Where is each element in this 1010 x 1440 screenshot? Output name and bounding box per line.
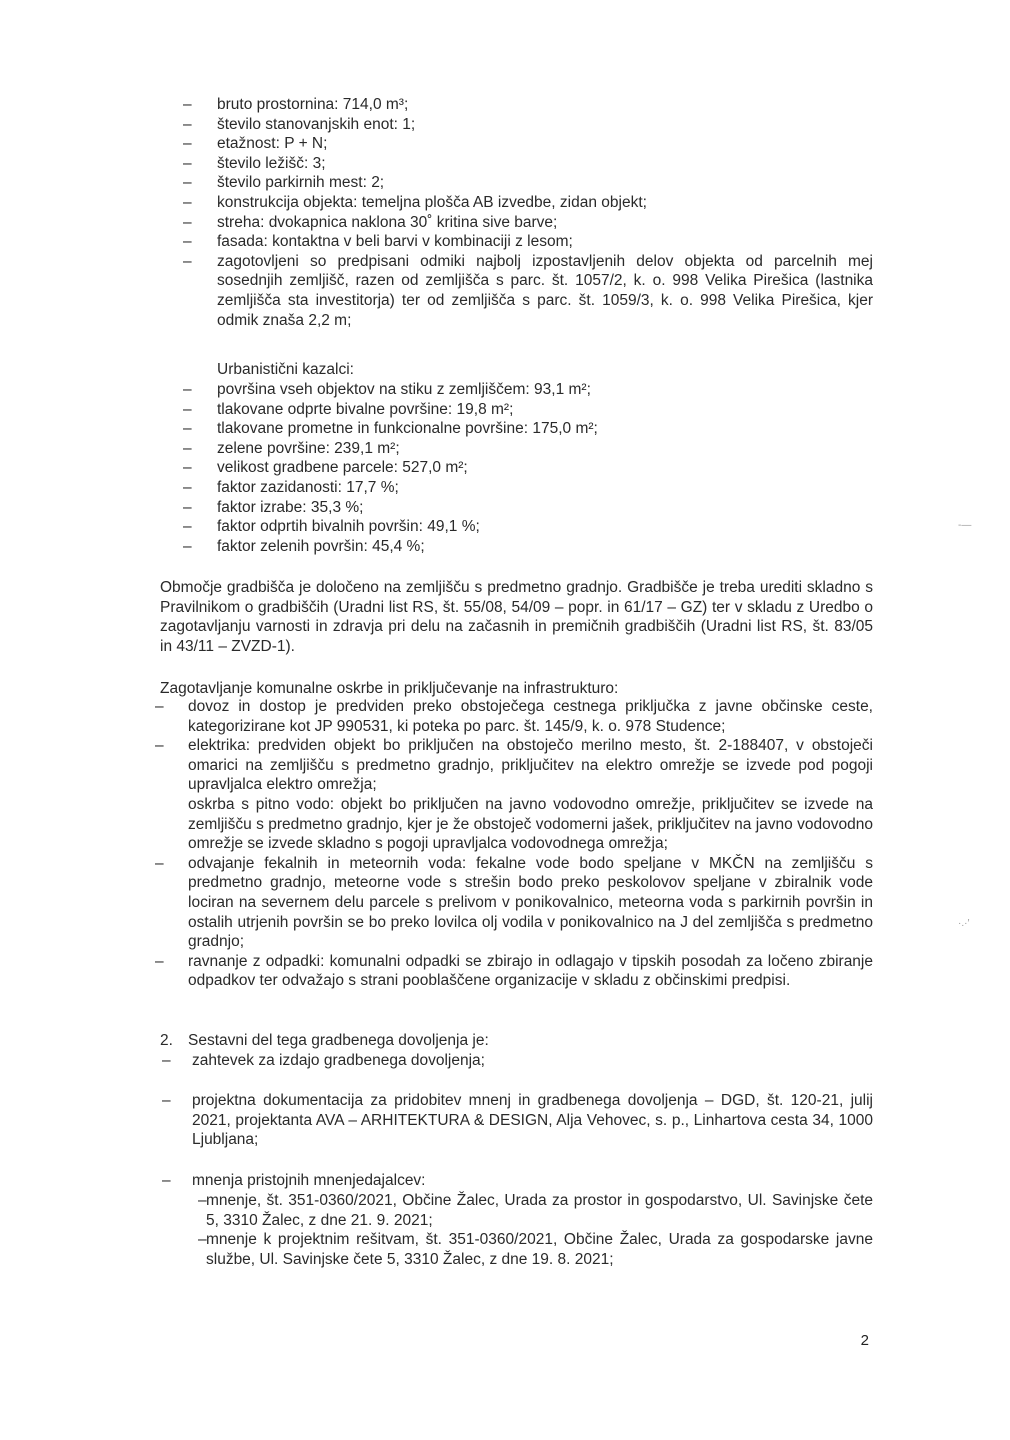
list-item-text: tlakovane odprte bivalne površine: 19,8 m²; — [217, 400, 514, 418]
section-2-item-2 — [162, 1091, 873, 1150]
list-item — [155, 952, 873, 991]
list-dash: – — [162, 1172, 171, 1189]
list-dash: – — [183, 154, 192, 172]
list-dash: – — [183, 459, 192, 477]
section-2-heading: Sestavni del tega gradbenega dovoljenja je: — [188, 1032, 489, 1049]
list-dash: – — [155, 952, 164, 970]
list-dash: – — [183, 135, 192, 153]
list-item-text: faktor izrabe: 35,3 %; — [217, 498, 364, 516]
list-item-text: število parkirnih mest: 2; — [217, 174, 385, 192]
list-item-text: streha: dvokapnica naklona 30˚ kritina sive barve; — [217, 213, 558, 231]
scan-artifact: ·.·′ — [958, 918, 970, 929]
section-2-number: 2. — [160, 1032, 173, 1049]
list-item — [183, 95, 873, 115]
list-dash: – — [183, 115, 192, 133]
list-item — [155, 854, 873, 952]
list-item — [155, 697, 873, 736]
list-item — [183, 115, 873, 135]
list-item — [183, 154, 873, 174]
list-dash: – — [183, 252, 192, 270]
list-dash: – — [183, 537, 192, 555]
list-item — [183, 193, 873, 213]
list-dash: – — [183, 518, 192, 536]
mnenje-1 — [198, 1191, 873, 1230]
list-dash: – — [183, 174, 192, 192]
building-parameters-list — [183, 95, 873, 330]
list-item-text: fasada: kontaktna v beli barvi v kombinaciji z lesom; — [217, 233, 573, 251]
list-dash: – — [198, 1192, 207, 1209]
list-item-text: površina vseh objektov na stiku z zemljiščem: 93,1 m²; — [217, 381, 591, 398]
komunalna-heading: Zagotavljanje komunalne oskrbe in priključevanje na infrastrukturo: — [160, 680, 619, 697]
list-item — [183, 213, 873, 233]
list-item — [183, 517, 873, 537]
list-item-text: ravnanje z odpadki: komunalni odpadki se zbirajo in odlagajo v tipskih posodah za ločeno zbiranje odpadkov ter odvažajo s strani pooblaščene organizacije v skladu z občinskimi predpisi. — [188, 952, 873, 990]
list-dash: – — [162, 1092, 171, 1109]
list-dash: – — [183, 498, 192, 516]
list-item-text: zagotovljeni so predpisani odmiki najbolj izpostavljenih delov objekta od parcelnih mej sosednjih zemljišč, razen od zemljišča s parc. št. 1057/2, k. o. 998 Velika Pirešica (lastnika zemljišča sta investitorja) ter od zemljišča s parc. št. 1059/3, k. o. 998 Velika Pirešica, kjer odmik znaša 2,2 m; — [217, 252, 873, 329]
urbanistic-indicators-list — [183, 380, 873, 556]
list-item — [183, 380, 873, 400]
list-dash: – — [155, 698, 164, 715]
list-item — [183, 400, 873, 420]
list-item — [183, 458, 873, 478]
list-item-text: število stanovanjskih enot: 1; — [217, 115, 416, 133]
list-dash: – — [162, 1052, 171, 1069]
list-item — [183, 134, 873, 154]
list-item-text: etažnost: P + N; — [217, 135, 328, 153]
list-dash: – — [183, 420, 192, 438]
list-dash: – — [183, 400, 192, 418]
page-number: 2 — [860, 1332, 869, 1349]
list-item-text: tlakovane prometne in funkcionalne površine: 175,0 m²; — [217, 420, 598, 438]
scan-artifact: ‐— — [958, 520, 972, 531]
list-dash: – — [198, 1231, 207, 1248]
gradbisce-paragraph: Območje gradbišča je določeno na zemljišču s predmetno gradnjo. Gradbišče je treba urediti skladno s Pravilnikom o gradbiščih (Uradni list RS, št. 55/08, 54/09 – popr. in 61/17 – GZ) ter v skladu z Uredbo o zagotavljanju varnosti in zdravja pri delu na začasnih in premičnih gradbiščih (Uradni list RS, št. 83/05 in 43/11 – ZVZD-1). — [160, 579, 873, 655]
mnenje-2 — [198, 1230, 873, 1269]
list-item-text: število ležišč: 3; — [217, 154, 326, 172]
list-dash: – — [183, 96, 192, 113]
list-item-text: oskrba s pitno vodo: objekt bo priključen na javno vodovodno omrežje, priključitev se izvede na zemljišču s predmetno gradnjo, kjer je že obstoječ vodomerni jašek, priključitev na javno vodovodno omrežje se izvede skladno s pogoji upravljalca vodovodnega omrežja; — [188, 795, 873, 853]
list-item — [183, 478, 873, 498]
utilities-list — [155, 697, 873, 991]
list-item — [183, 252, 873, 330]
list-dash: – — [183, 439, 192, 457]
list-item — [183, 498, 873, 518]
list-item-text: faktor odprtih bivalnih površin: 49,1 %; — [217, 518, 480, 536]
list-item-text: zelene površine: 239,1 m²; — [217, 439, 400, 457]
list-item — [183, 537, 873, 557]
list-item-text: elektrika: predviden objekt bo priključen na obstoječo merilno mesto, št. 2-188407, v obstoječi omarici na zemljišču s predmetno gradnjo, priključitev na elektro omrežje se izvede pod pogoji upravljalca elektro omrežja; — [188, 737, 873, 794]
list-item-text: odvajanje fekalnih in meteornih voda: fekalne vode bodo speljane v MKČN na zemljišču s predmetno gradnjo, meteorne vode s strešin bodo preko peskolovov speljane v zbiralnik vode lociran na severnem delu parcele s prelivom v ponikovalnico, meteorna voda s parkirnih površin in ostalih utrjenih površin se bo preko lovilca olj vodila v ponikovalnico na J del zemljišča s predmetno gradnjo; — [188, 854, 873, 951]
list-item — [183, 173, 873, 193]
list-item — [183, 419, 873, 439]
list-dash: – — [183, 381, 192, 398]
list-dash: – — [155, 854, 164, 872]
list-item-text: mnenja pristojnih mnenjedajalcev: — [192, 1172, 426, 1189]
list-item — [183, 232, 873, 252]
list-item-text: mnenje, št. 351-0360/2021, Občine Žalec, Urada za prostor in gospodarstvo, Ul. Savinjske čete 5, 3310 Žalec, z dne 21. 9. 2021; — [206, 1192, 873, 1229]
list-dash: – — [155, 737, 164, 755]
list-item-text: zahtevek za izdajo gradbenega dovoljenja; — [192, 1052, 485, 1069]
list-item — [155, 795, 873, 854]
list-item-text: konstrukcija objekta: temeljna plošča AB izvedbe, zidan objekt; — [217, 193, 647, 211]
section-2-item-1 — [162, 1051, 873, 1071]
urbanisticni-heading: Urbanistični kazalci: — [217, 361, 354, 378]
section-2-item-3 — [162, 1171, 873, 1191]
list-dash: – — [183, 233, 192, 251]
list-item-text: bruto prostornina: 714,0 m³; — [217, 96, 409, 113]
list-dash: – — [183, 213, 192, 231]
list-dash: – — [183, 478, 192, 496]
list-item — [155, 736, 873, 795]
list-item-text: faktor zelenih površin: 45,4 %; — [217, 537, 425, 555]
list-item-text: faktor zazidanosti: 17,7 %; — [217, 478, 399, 496]
list-item-text: mnenje k projektnim rešitvam, št. 351-0360/2021, Občine Žalec, Urada za gospodarske javne službe, Ul. Savinjske čete 5, 3310 Žalec, z dne 19. 8. 2021; — [206, 1231, 873, 1268]
list-item-text: projektna dokumentacija za pridobitev mnenj in gradbenega dovoljenja – DGD, št. 120-21, julij 2021, projektanta AVA – ARHITEKTURA & DESIGN, Alja Vehovec, s. p., Linhartova cesta 34, 1000 Ljubljana; — [192, 1092, 873, 1149]
list-item-text: velikost gradbene parcele: 527,0 m²; — [217, 459, 468, 477]
list-item-text: dovoz in dostop je predviden preko obstoječega cestnega priključka z javne občinske ceste, kategorizirane kot JP 990531, ki poteka po parc. št. 145/9, k. o. 978 Studence; — [188, 698, 873, 735]
list-item — [183, 439, 873, 459]
list-dash: – — [183, 193, 192, 211]
